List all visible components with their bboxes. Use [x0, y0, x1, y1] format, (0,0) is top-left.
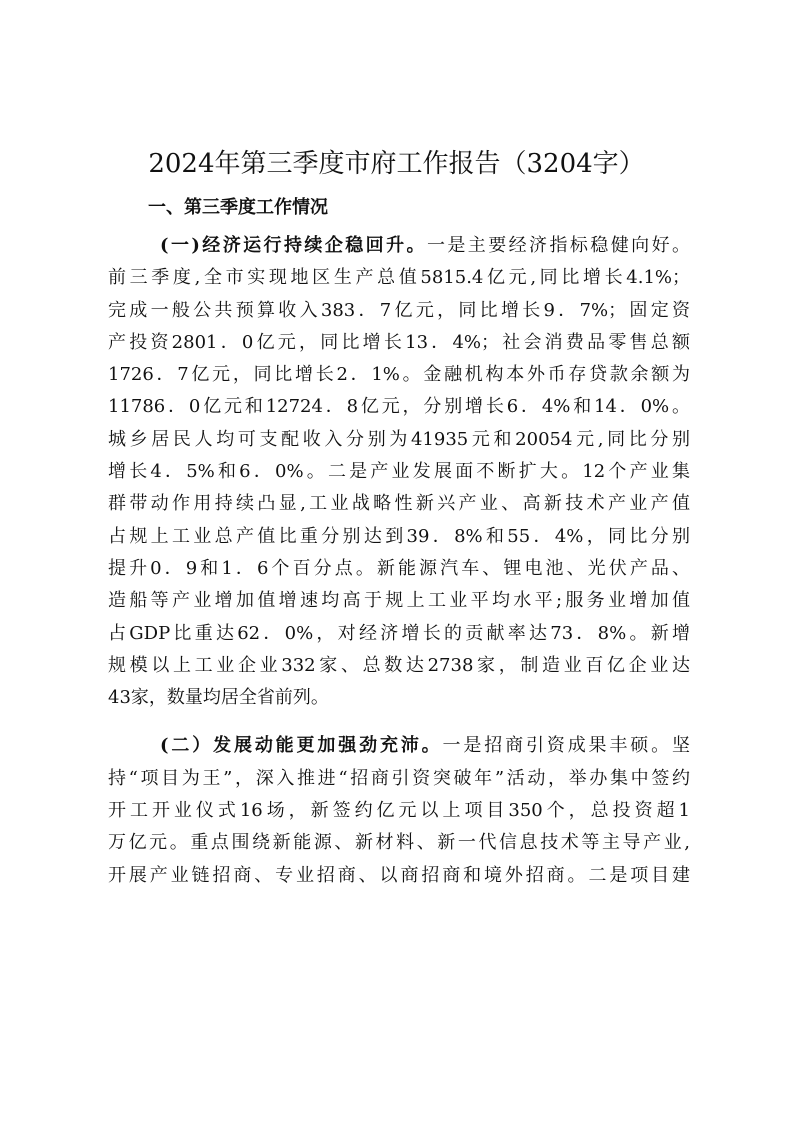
section-heading: 一、第三季度工作情况 [148, 197, 328, 218]
paragraph-line: 造船等产业增加值增速均高于规上工业平均水平;服务业增加值 [108, 590, 690, 612]
paragraph-lead: (二）发展动能更加强劲充沛。 [160, 735, 443, 757]
paragraph-line: 提升0．9和1．6个百分点。新能源汽车、锂电池、光伏产品、 [108, 557, 690, 579]
paragraph-text: 一是招商引资成果丰硕。坚 [442, 735, 690, 757]
paragraph-line [108, 730, 690, 762]
paragraph-line: 开展产业链招商、专业招商、以商招商和境外招商。二是项目建 [108, 864, 690, 886]
paragraph-line: 占规上工业总产值比重分别达到39．8%和55．4%，同比分别 [108, 525, 690, 547]
paragraph-1 [108, 230, 690, 714]
paragraph-2 [108, 730, 690, 891]
paragraph-line: 前三季度,全市实现地区生产总值5815.4亿元,同比增长4.1%； [108, 267, 690, 289]
paragraph-line: 占GDP比重达62．0%，对经济增长的贡献率达73．8%。新增 [108, 622, 690, 644]
paragraph-line: 持“项目为王”，深入推进“招商引资突破年”活动，举办集中签约 [108, 767, 690, 789]
paragraph-line: 11786．0亿元和12724．8亿元，分别增长6．4%和14．0%。 [108, 396, 690, 418]
paragraph-lead: (一)经济运行持续企稳回升。 [160, 235, 427, 256]
document-title: 2024年第三季度市府工作报告（3204字） [148, 149, 645, 179]
paragraph-gap [108, 714, 690, 730]
paragraph-line [108, 230, 690, 262]
document-body [108, 230, 690, 892]
paragraph-line: 1726．7亿元，同比增长2．1%。金融机构本外币存贷款余额为 [108, 364, 690, 386]
paragraph-line: 产投资2801．0亿元，同比增长13．4%；社会消费品零售总额 [108, 331, 690, 353]
paragraph-line: 增长4．5%和6．0%。二是产业发展面不断扩大。12个产业集 [108, 461, 690, 483]
paragraph-line: 城乡居民人均可支配收入分别为41935元和20054元,同比分别 [108, 428, 690, 450]
paragraph-line: 万亿元。重点围绕新能源、新材料、新一代信息技术等主导产业, [108, 832, 690, 854]
paragraph-line: 43家，数量均居全省前列。 [108, 687, 329, 709]
paragraph-line: 开工开业仪式16场，新签约亿元以上项目350个，总投资超1 [108, 800, 690, 822]
paragraph-text: 一是主要经济指标稳健向好。 [426, 235, 690, 256]
paragraph-line: 群带动作用持续凸显,工业战略性新兴产业、高新技术产业产值 [108, 493, 690, 515]
paragraph-line: 完成一般公共预算收入383．7亿元，同比增长9．7%；固定资 [108, 299, 690, 321]
paragraph-line: 规模以上工业企业332家、总数达2738家，制造业百亿企业达 [108, 654, 690, 676]
